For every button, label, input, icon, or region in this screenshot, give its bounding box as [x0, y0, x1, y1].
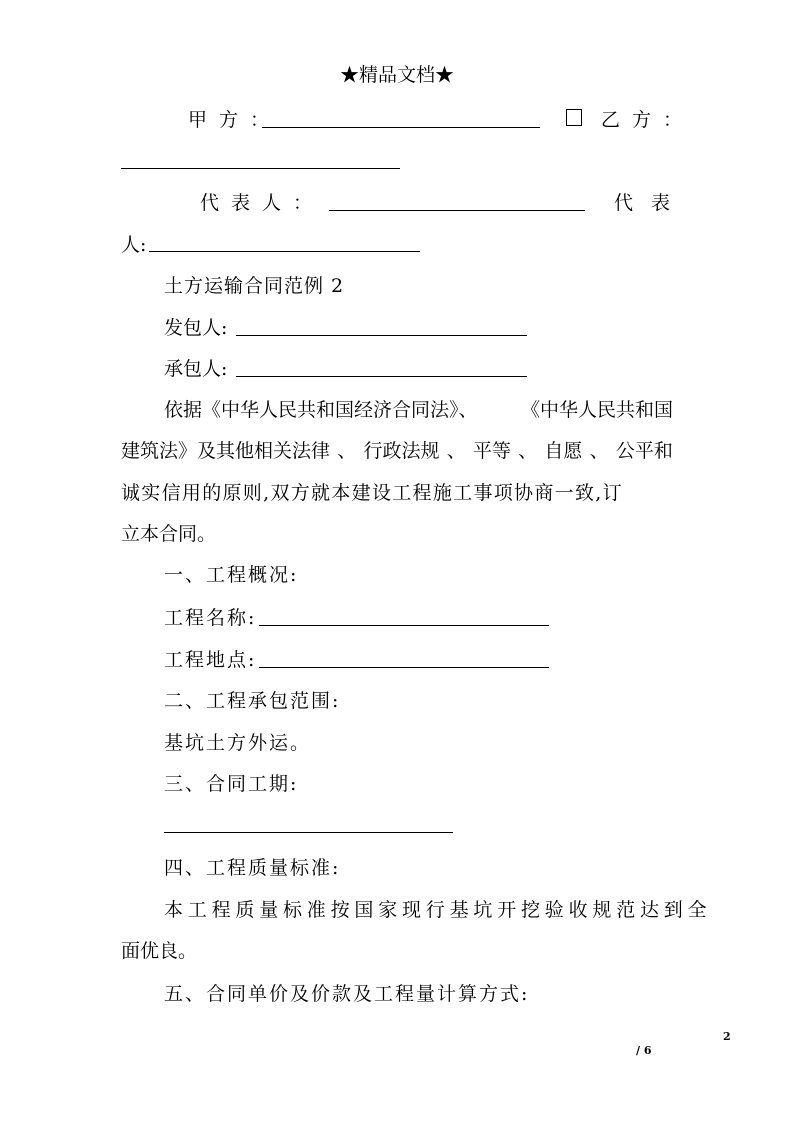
project-name-blank[interactable] — [259, 625, 549, 626]
page-total: / 6 — [636, 1044, 652, 1057]
quality-line-1: 本工程质量标准按国家现行基坑开挖验收规范达到全 — [164, 899, 712, 921]
period-blank[interactable] — [164, 832, 453, 833]
checkbox-icon[interactable] — [566, 109, 582, 126]
preamble-line-1: 依据《中华人民共和国经济合同法》、 《中华人民共和国 — [164, 399, 673, 421]
party-a-blank[interactable] — [262, 127, 540, 128]
section-3-heading: 三、合同工期: — [164, 773, 299, 795]
preamble-line-3: 诚实信用的原则,双方就本建设工程施工事项协商一致,订 — [121, 482, 623, 504]
quality-line-2: 面优良。 — [121, 940, 198, 962]
header-banner: ★精品文档★ — [339, 64, 454, 86]
rep-b-blank[interactable] — [149, 251, 420, 252]
preamble-line-4: 立本合同。 — [121, 523, 217, 545]
rep-label-b: 代表 — [614, 192, 689, 214]
project-location-label: 工程地点: — [164, 649, 257, 671]
contractor-label: 发包人: — [164, 317, 228, 339]
party-b-label: 乙方： — [601, 109, 695, 131]
section-1-heading: 一、工程概况: — [164, 564, 299, 586]
preamble-line-2: 建筑法》及其他相关法律 、 行政法规 、 平等 、 自愿 、 公平和 — [121, 440, 673, 462]
contractor-blank[interactable] — [236, 335, 527, 336]
party-b-blank[interactable] — [121, 168, 400, 169]
project-name-label: 工程名称: — [164, 607, 257, 629]
scope-text: 基坑土方外运。 — [164, 732, 312, 754]
party-a-label: 甲方： — [188, 109, 282, 131]
page-number: 2 — [723, 1030, 731, 1043]
rep-label-a: 代表人： — [200, 192, 325, 214]
section-5-heading: 五、合同单价及价款及工程量计算方式: — [164, 983, 530, 1005]
section-2-heading: 二、工程承包范围: — [164, 690, 341, 712]
rep-a-blank[interactable] — [329, 210, 585, 211]
project-location-blank[interactable] — [259, 667, 549, 668]
subcontractor-blank[interactable] — [236, 376, 527, 377]
contract-title: 土方运输合同范例 2 — [164, 275, 345, 297]
section-4-heading: 四、工程质量标准: — [164, 857, 341, 879]
subcontractor-label: 承包人: — [164, 358, 228, 380]
rep-label-b-cont: 人: — [121, 234, 147, 256]
